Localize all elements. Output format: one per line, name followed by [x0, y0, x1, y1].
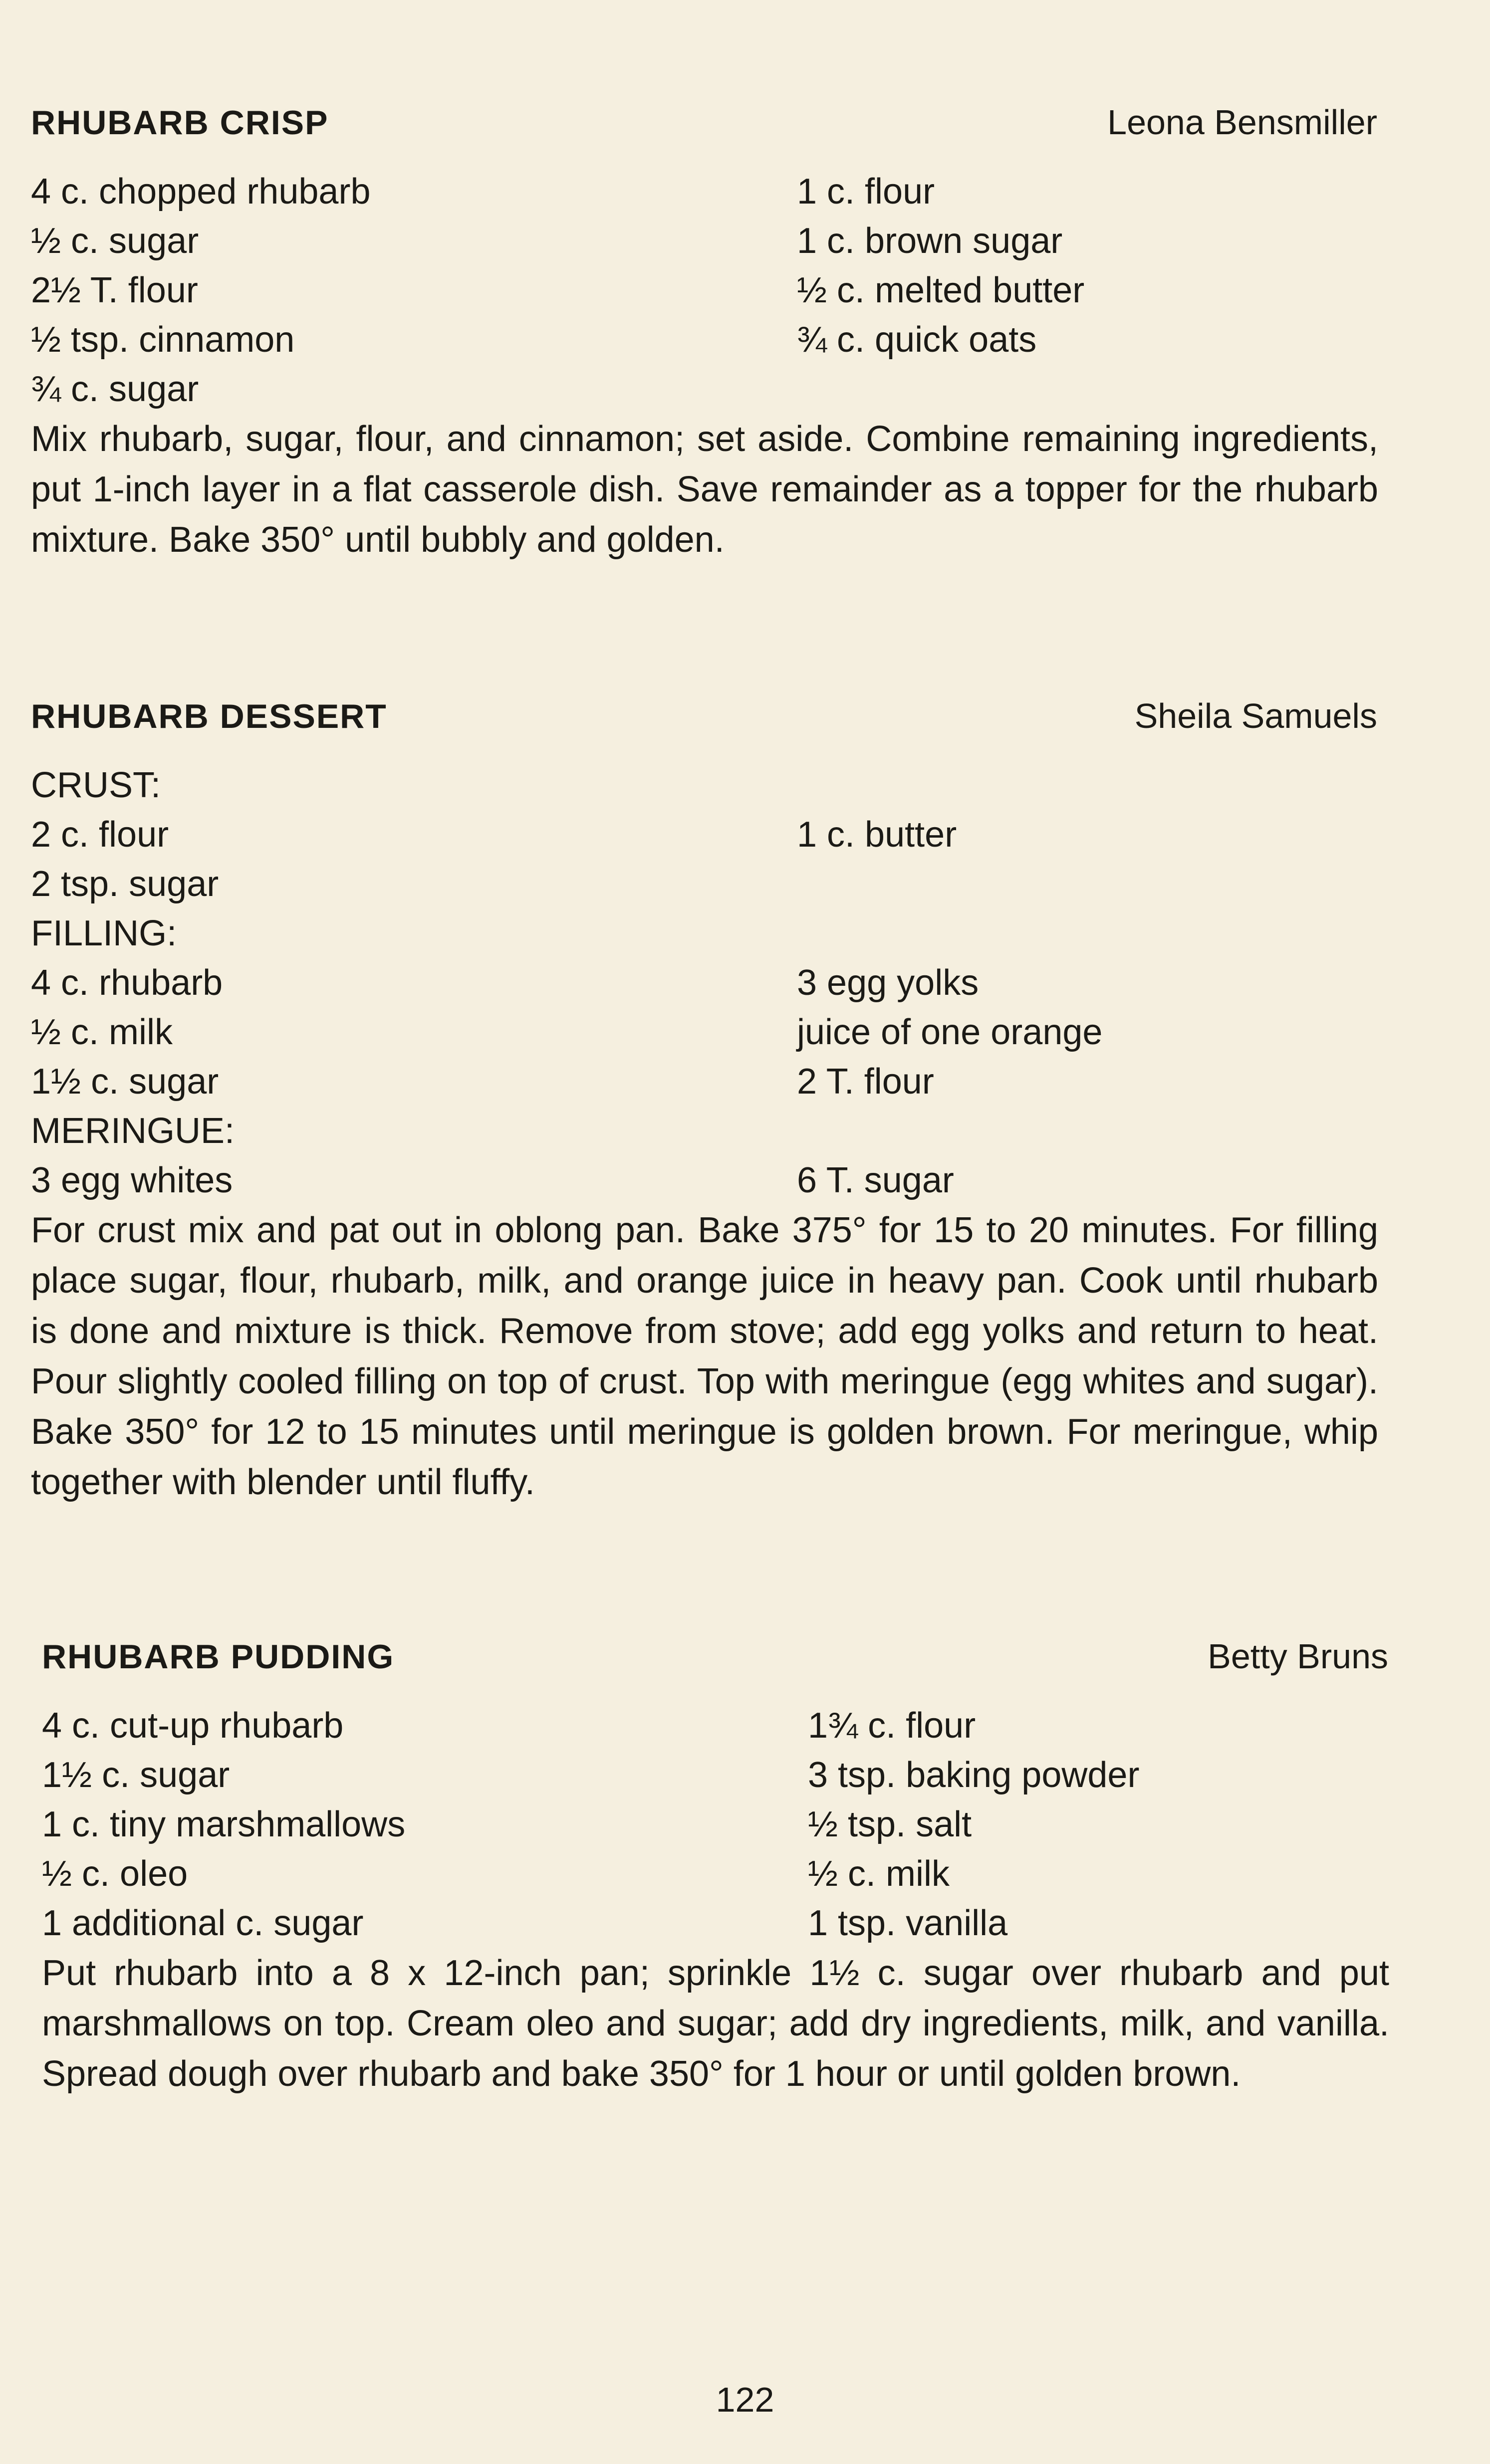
ingredient: [797, 365, 1378, 414]
ingredient: [797, 1107, 1378, 1156]
ingredient: 6 T. sugar: [797, 1160, 954, 1200]
ingredient: 1 c. brown sugar: [797, 221, 1063, 261]
recipe-rhubarb-pudding: [42, 1636, 1389, 2099]
ingredient: ½ tsp. salt: [808, 1804, 972, 1844]
recipe-rhubarb-crisp: [31, 102, 1378, 565]
recipe-title: RHUBARB CRISP: [31, 104, 329, 142]
ingredient-list: [31, 167, 1378, 414]
ingredient: [797, 761, 1378, 810]
section-label: CRUST:: [31, 765, 161, 805]
page-number: 122: [716, 2380, 774, 2419]
ingredient: ¾ c. sugar: [31, 369, 199, 409]
ingredient: 3 egg whites: [31, 1160, 233, 1200]
ingredient: [797, 860, 1378, 909]
ingredient: 4 c. cut-up rhubarb: [42, 1706, 344, 1746]
ingredient: ½ c. sugar: [31, 221, 199, 261]
ingredient: 2½ T. flour: [31, 270, 198, 310]
ingredient: 1 c. butter: [797, 815, 957, 855]
ingredient: 2 tsp. sugar: [31, 864, 219, 904]
ingredient: ¾ c. quick oats: [797, 320, 1037, 360]
recipe-instructions: For crust mix and pat out in oblong pan. Bake 375° for 15 to 20 minutes. For filling place sugar, flour, rhubarb, milk, and orange juice in heavy pan. Cook until rhubarb is done and mixture is thick. Remove from stove; add egg yolks and return to heat. Pour slightly cooled filling on top of crust. Top with meringue (egg whites and sugar). Bake 350° for 12 to 15 minutes until meringue is golden brown. For meringue, whip together with blender until fluffy.: [31, 1210, 1378, 1502]
ingredient: ½ c. milk: [31, 1012, 173, 1052]
section-label: FILLING:: [31, 913, 177, 953]
recipe-header: [42, 1636, 1389, 1701]
recipe-title: RHUBARB DESSERT: [31, 697, 387, 735]
ingredient: 2 c. flour: [31, 815, 169, 855]
recipe-header: [31, 696, 1378, 761]
ingredient: ½ c. melted butter: [797, 270, 1085, 310]
recipe-title: RHUBARB PUDDING: [42, 1638, 395, 1676]
ingredient: 1 c. flour: [797, 172, 935, 212]
ingredient: 1 c. tiny marshmallows: [42, 1804, 406, 1844]
ingredient: 1 tsp. vanilla: [808, 1903, 1008, 1943]
recipe-instructions: Mix rhubarb, sugar, flour, and cinnamon; set aside. Combine remaining ingredients, put 1-inch layer in a flat casserole dish. Save remainder as a topper for the rhubarb mixture. Bake 350° until bubbly and golden.: [31, 419, 1378, 560]
ingredient: 1½ c. sugar: [31, 1062, 219, 1102]
ingredient: 2 T. flour: [797, 1062, 934, 1102]
recipe-rhubarb-dessert: [31, 696, 1378, 1508]
ingredient-list: [42, 1701, 1389, 1948]
ingredient: 3 egg yolks: [797, 963, 979, 1003]
ingredient: 4 c. rhubarb: [31, 963, 223, 1003]
recipe-author: Leona Bensmiller: [1107, 103, 1377, 142]
ingredient: [797, 909, 1378, 958]
ingredient: juice of one orange: [797, 1012, 1103, 1052]
recipe-header: [31, 102, 1378, 167]
ingredient: 1¾ c. flour: [808, 1706, 976, 1746]
ingredient: 3 tsp. baking powder: [808, 1755, 1140, 1795]
ingredient: ½ c. oleo: [42, 1854, 188, 1894]
ingredient: 1 additional c. sugar: [42, 1903, 364, 1943]
recipe-author: Sheila Samuels: [1134, 696, 1377, 735]
ingredient: ½ c. milk: [808, 1854, 950, 1894]
ingredient: ½ tsp. cinnamon: [31, 320, 295, 360]
ingredient: 4 c. chopped rhubarb: [31, 172, 371, 212]
recipe-instructions: Put rhubarb into a 8 x 12-inch pan; sprinkle 1½ c. sugar over rhubarb and put marshmallows on top. Cream oleo and sugar; add dry ingredients, milk, and vanilla. Spread dough over rhubarb and bake 350° for 1 hour or until golden brown.: [42, 1953, 1389, 2094]
recipe-author: Betty Bruns: [1208, 1637, 1388, 1676]
section-label: MERINGUE:: [31, 1111, 235, 1151]
ingredient-list: [31, 761, 1378, 1205]
ingredient: 1½ c. sugar: [42, 1755, 230, 1795]
